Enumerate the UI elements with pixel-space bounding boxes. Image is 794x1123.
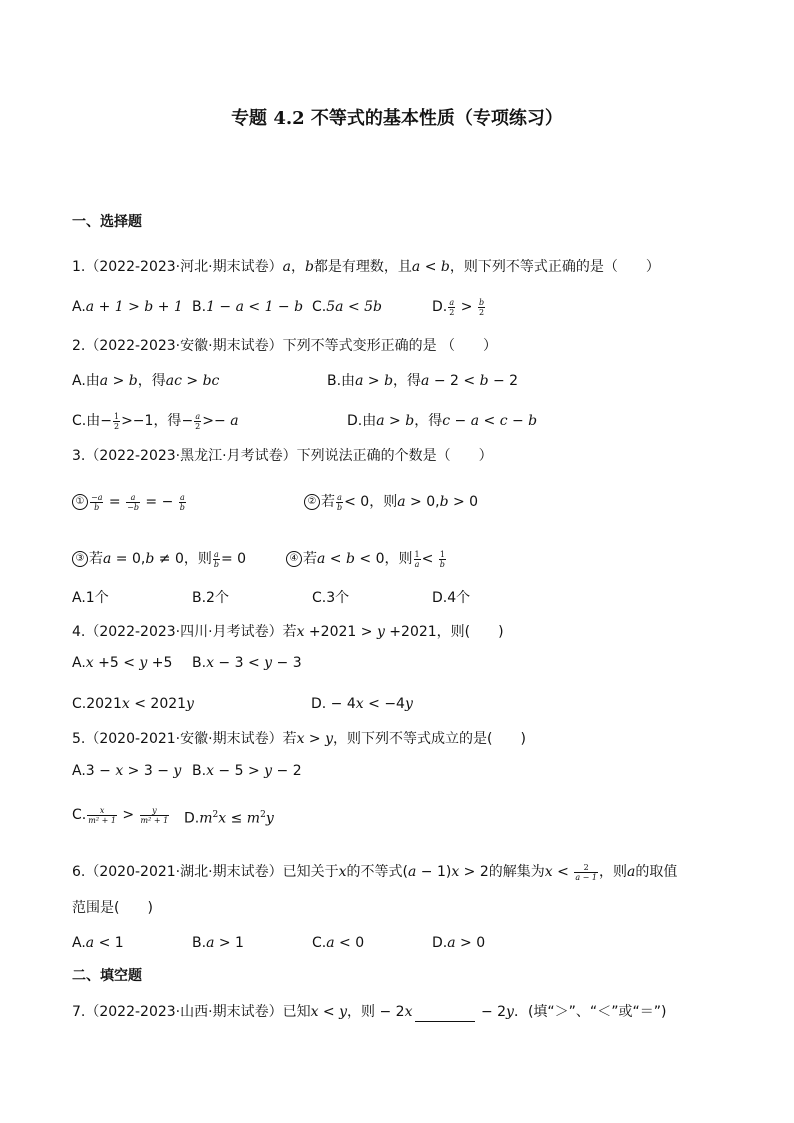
question-5-option-a: A.3 − x > 3 − y xyxy=(72,763,182,779)
question-5-option-b: B.x − 5 > y − 2 xyxy=(192,763,302,779)
question-2-option-a: A.由a > b，得ac > bc xyxy=(72,373,220,389)
question-4-option-a: A.x +5 < y +5 xyxy=(72,655,173,671)
question-3-option-a: A.1个 xyxy=(72,590,109,606)
question-5-stem: 5.（2020-2021·安徽·期末试卷）若x > y，则下列不等式成立的是( ) xyxy=(72,731,526,747)
question-4-option-b: B.x − 3 < y − 3 xyxy=(192,655,302,671)
question-7-stem: 7.（2022-2023·山西·期末试卷）已知x < y，则 − 2x − 2y．(填“＞”、“＜”或“＝”) xyxy=(72,1004,667,1020)
question-1-option-c: C.5a < 5b xyxy=(312,299,382,315)
question-3-statement-4: ④ 若a < b < 0，则 $\frac{1}{a}$ < $\frac{1}{b}$ xyxy=(286,549,447,569)
question-1-stem: 1.（2022-2023·河北·期末试卷）a，b都是有理数，且a < b，则下列不等式正确的是（ ） xyxy=(72,259,660,275)
question-4-stem: 4.（2022-2023·四川·月考试卷）若x +2021 > y +2021，则( ) xyxy=(72,624,504,640)
question-3-statement-2: ② 若 $\frac{a}{b}$ < 0，则a > 0,b > 0 xyxy=(304,492,478,512)
question-3-statement-1: ① $\frac{-a}{b}$ = $\frac{a}{-b}$ = − $\frac{a}{b}$ xyxy=(72,492,187,512)
question-2-option-b: B.由a > b，得a − 2 < b − 2 xyxy=(327,373,519,389)
question-1-option-a: A.a + 1 > b + 1 xyxy=(72,299,183,315)
question-1-option-d: D. $\frac{a}{2}$ > $\frac{b}{2}$ xyxy=(432,297,485,317)
page-title: 专题 4.2 不等式的基本性质（专项练习） xyxy=(231,108,563,129)
question-3-option-c: C.3个 xyxy=(312,590,350,606)
question-6-stem-line2: 范围是( ) xyxy=(72,900,153,916)
question-6-option-a: A.a < 1 xyxy=(72,935,124,951)
question-3-option-b: B.2个 xyxy=(192,590,229,606)
question-4-option-c: C.2021x < 2021y xyxy=(72,696,194,712)
question-3-option-d: D.4个 xyxy=(432,590,471,606)
question-2-option-c: C.由− $\frac{1}{2}$ >−1，得− $\frac{a}{2}$ >− a xyxy=(72,411,239,431)
question-3-stem: 3.（2022-2023·黑龙江·月考试卷）下列说法正确的个数是（ ） xyxy=(72,448,493,464)
question-5-option-d: $D.m^2x \le m^2y$ xyxy=(184,810,274,827)
question-2-option-d: D.由a > b，得c − a < c − b xyxy=(347,413,538,429)
section-heading-fill: 二、填空题 xyxy=(72,968,142,984)
question-3-statement-3: ③ 若a = 0,b ≠ 0，则 $\frac{a}{b}$ = 0 xyxy=(72,549,246,569)
answer-blank[interactable] xyxy=(415,1021,475,1022)
question-5-option-c: C. $\frac{x}{\text{m² + 1}}$ > $\frac{y}{\text{m² + 1}}$ xyxy=(72,805,169,825)
section-heading-choice: 一、选择题 xyxy=(72,214,142,230)
question-4-option-d: D. − 4x < −4y xyxy=(311,696,413,712)
question-6-option-b: B.a > 1 xyxy=(192,935,244,951)
question-6-option-d: D.a > 0 xyxy=(432,935,486,951)
question-6-option-c: C.a < 0 xyxy=(312,935,365,951)
question-2-stem: 2.（2022-2023·安徽·期末试卷）下列不等式变形正确的是 （ ） xyxy=(72,338,498,354)
question-1-option-b: B.1 − a < 1 − b xyxy=(192,299,304,315)
question-6-stem: 6.（2020-2021·湖北·期末试卷）已知关于x的不等式(a − 1)x > 2的解集为x < $\frac{2}{a - 1}$ ，则a的取值 xyxy=(72,862,678,882)
